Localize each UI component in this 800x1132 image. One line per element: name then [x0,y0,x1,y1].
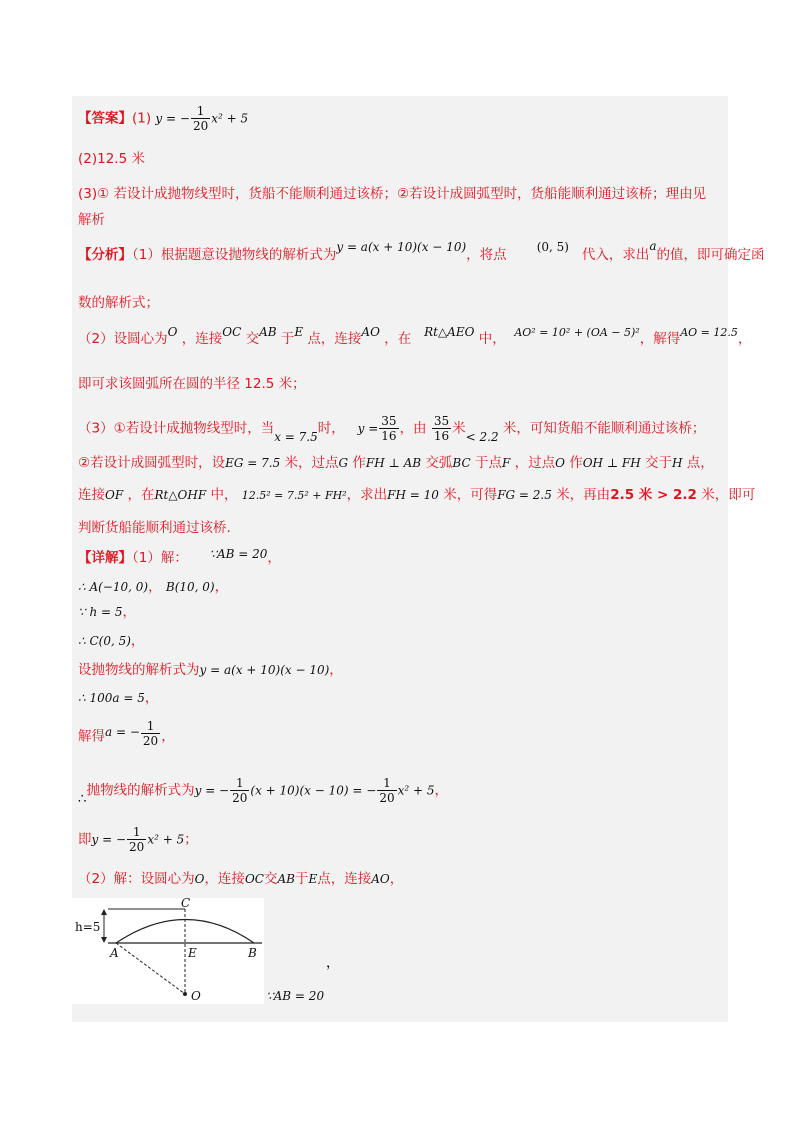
detail-line-2: ∴ A(−10, 0)， B(10, 0)， [78,579,229,595]
detail-tag: 【详解】 [78,550,132,566]
analysis-line-2: 数的解析式； [78,295,159,311]
arc-bridge-figure [72,898,264,1004]
detail-line-3: ∵ h = 5， [78,604,136,620]
detail-line-4: ∴ C(0, 5)， [78,633,145,649]
label-a: A [110,946,119,960]
line-ao [116,943,185,994]
analysis-line-7: 连接OF ，在Rt△OHF 中， 12.5² = 7.5² + FH²，求出FH = 10 米，可得FG = 2.5 米，再由2.5 米 > 2.2 米，即可 [78,487,756,503]
answer-line-3: (3)① 若设计成抛物线型时，货船不能顺利通过该桥；②若设计成圆弧型时，货船能顺利通过该桥；理由见 [78,186,707,202]
answer-tag: 【答案】 [78,110,132,127]
answer-line-2: (2)12.5 米 [78,151,145,167]
fraction: $\frac{1}{20}$ [192,104,209,133]
figure-comma: ， [326,955,340,971]
center-point [183,992,187,996]
analysis-line-5: （3）①若设计成抛物线型时，当x = 7.5时， y = $\frac{35}{16}$ ，由 $\frac{35}{16}$ 米< 2.2 米，可知货船不能顺利通过该桥； [78,414,706,444]
analysis-tag: 【分析】 [78,247,132,263]
arc-bridge-diagram [72,898,264,1004]
detail-line-7: 解得a = − $\frac{1}{20}$ ， [78,719,175,748]
label-c: C [181,898,191,910]
detail-line-6: ∴ 100a = 5， [78,690,159,706]
analysis-line-8: 判断货船能顺利通过该桥. [78,520,231,536]
answer-line-4: 解析 [78,212,105,228]
arrow-up-icon [101,909,107,915]
arrow-down-icon [101,937,107,943]
analysis-line-3: （2）设圆心为O ，连接OC 交AB 于E 点，连接AO ，在 Rt△AEO 中， $^{AO^2 = 10^2 + (OA - 5)^2}$，解得$^{AO = 12.5}$， [78,325,752,347]
h-label: h=5 [75,920,101,934]
analysis-line-6: ②若设计成圆弧型时，设EG = 7.5 米，过点G 作FH ⊥ AB 交弧BC 于点F ，过点O 作OH ⊥ FH 交于H 点， [78,455,714,471]
answer-line-1: 【答案】(1) y = − $\frac{1}{20}$ x² + 5 [78,104,249,133]
label-b: B [248,946,257,960]
label-o: O [191,989,201,1003]
analysis-line-1: 【分析】（1）根据题意设抛物线的解析式为y = a(x + 10)(x − 10)，将点 (0, 5) 代入，求出a的值，即可确定函 [78,239,765,263]
analysis-line-4: 即可求该圆弧所在圆的半径 12.5 米； [78,376,306,392]
detail-line-1: 【详解】（1）解： ∵AB = 20， [78,547,281,566]
detail-line-5: 设抛物线的解析式为y = a(x + 10)(x − 10)， [78,662,343,678]
label-e: E [188,946,197,960]
detail-line-8: ∴抛物线的解析式为y = − $\frac{1}{20}$ (x + 10)(x − 10) = − $\frac{1}{20}$ x² + 5， [78,776,448,807]
detail-line-9: 即y = − $\frac{1}{20}$ x² + 5； [78,825,198,854]
detail-ab-eq: ∵AB = 20 [266,989,325,1003]
detail-line-10: （2）解：设圆心为O，连接OC交AB于E点，连接AO， [78,871,404,887]
